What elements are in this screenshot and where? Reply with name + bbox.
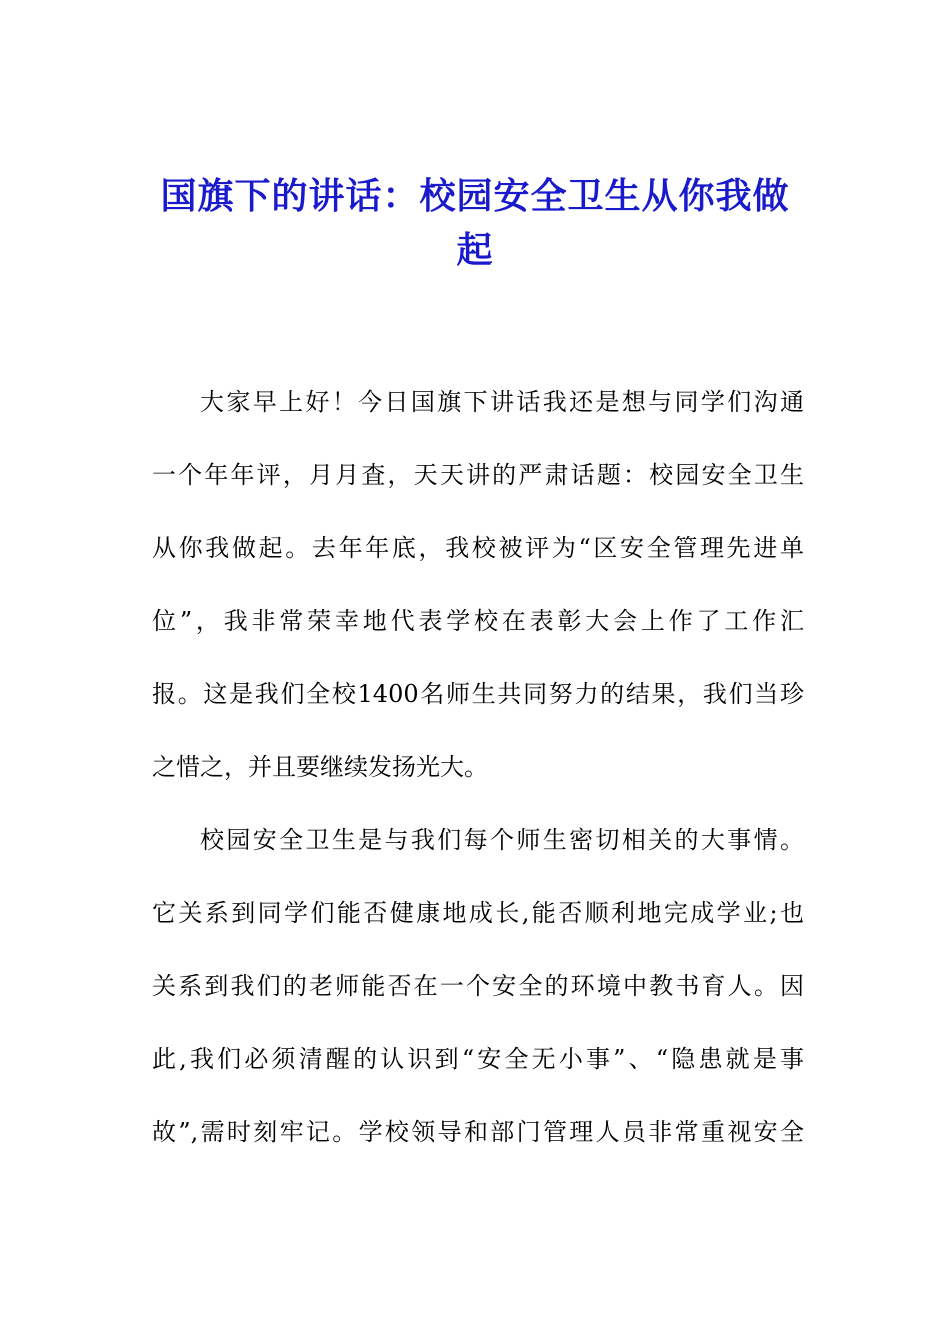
text-line: 此,我们必须清醒的认识到“安全无小事”、“隐患就是事 — [152, 1045, 804, 1073]
text-line: 故”,需时刻牢记。学校领导和部门管理人员非常重视安全 — [152, 1118, 804, 1146]
paragraph-1 — [152, 376, 804, 814]
text-line: 校园安全卫生是与我们每个师生密切相关的大事情。 — [200, 826, 804, 854]
title-line-2: 起 — [456, 230, 494, 271]
text-line: 关系到我们的老师能否在一个安全的环境中教书育人。因 — [152, 972, 804, 1000]
document-title — [140, 170, 810, 278]
text-line: 一个年年评，月月査，天天讲的严肃话题：校园安全卫生 — [152, 461, 804, 489]
document-body — [152, 376, 804, 1179]
text-line: 它关系到同学们能否健康地成长,能否顺利地完成学业;也 — [152, 899, 804, 927]
text-line: 从你我做起。去年年底，我校被评为“区安全管理先进单 — [152, 534, 804, 562]
paragraph-2 — [152, 814, 804, 1179]
text-line: 位”，我非常荣幸地代表学校在表彰大会上作了工作汇 — [152, 607, 804, 635]
text-line: 之惜之，并且要继续发扬光大。 — [152, 753, 488, 781]
text-line: 大家早上好！今日国旗下讲话我还是想与同学们沟通 — [200, 388, 804, 416]
text-line: 报。这是我们全校1400名师生共同努力的结果，我们当珍 — [152, 680, 804, 708]
title-line-1: 国旗下的讲话：校园安全卫生从你我做 — [160, 176, 790, 217]
